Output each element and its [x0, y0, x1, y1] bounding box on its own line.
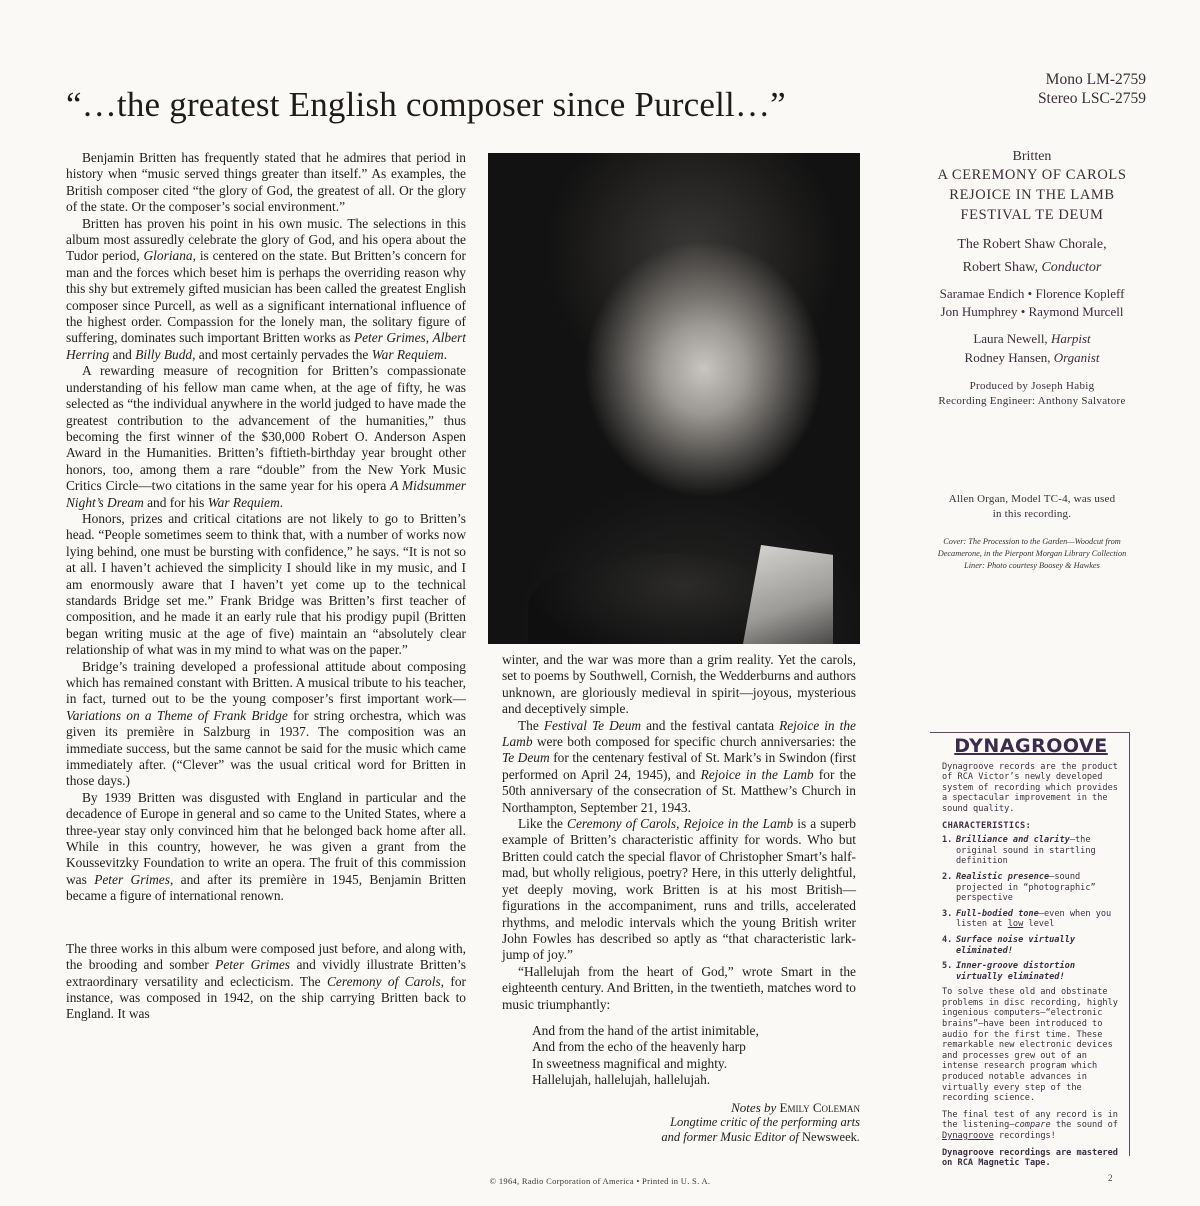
poem-line: In sweetness magnifical and mighty.	[532, 1055, 728, 1071]
headline: “…the greatest English composer since Purcell…”	[66, 85, 786, 124]
paragraph: The Festival Te Deum and the festival cantata Rejoice in the Lamb were both composed for specific church anniversaries: the Te Deum for the centenary festival of St. Mark’s in Swindon (first performed on April 24, 1945), and Rejoice in the Lamb for the 50th anniversary of the consecration of St. Matthew’s Church in Northampton, September 21, 1943.	[502, 717, 856, 815]
list-item: 2. Realistic presence—sound projected in “photographic” perspective	[942, 871, 1096, 904]
chorale-name: The Robert Shaw Chorale,	[957, 237, 1107, 252]
list-item: 4. Surface noise virtually eliminated!	[942, 934, 1075, 956]
production-credits: Produced by Joseph Habig Recording Engineer: Anthony Salvatore	[938, 380, 1126, 407]
soloists: Saramae Endich • Florence Kopleff Jon Humphrey • Raymond Murcell	[939, 286, 1125, 319]
composer-name: Britten	[1012, 149, 1052, 164]
list-item: 1. Brilliance and clarity—the original sound in startling definition	[942, 835, 1096, 867]
paragraph: winter, and the war was more than a grim reality. Yet the carols, set to poems by Southwell, Cornish, the Wedderburns and authors unknown, are gloriously medieval in spirit—joyous, mysterious and deceptively simple.	[502, 652, 856, 717]
dynagroove-footer: Dynagroove recordings are mastered on RCA Magnetic Tape.	[942, 1147, 1118, 1169]
paragraph: Britten has proven his point in his own music. The selections in this album most assuredly celebrate the glory of God, and his opera about the Tudor period, Gloriana, is centered on the state. But Britten’s concern for man and the forces which beset him is perhaps the overriding reason why this shy but extremely gifted musician has been called the greatest English composer since Purcell, as well as a significant international influence of the highest order. Compassion for the lonely man, the solitary figure of suffering, dominates such important Britten works as Peter Grimes, Albert Herring and Billy Budd, and most certainly pervades the War Requiem.	[66, 215, 466, 362]
mono-catalog-number: Mono LM-2759	[1045, 71, 1146, 88]
left-column-text	[66, 150, 466, 1023]
paragraph: “Hallelujah from the heart of God,” wrote Smart in the eighteenth century. And Britten, in the twentieth, matches word to music triumphantly:	[502, 963, 856, 1012]
dynagroove-paragraph: The final test of any record is in the listening—compare the sound of Dynagroove recordings!	[942, 1109, 1118, 1141]
paragraph: A rewarding measure of recognition for Britten’s compassionate understanding of his fellow man came when, at the age of fifty, he was selected as “the individual anywhere in the world judged to have made the greatest contribution to the advancement of the humanities,” thus becoming the first winner of the $30,000 Robert O. Anderson Aspen Award in the Humanities. Britten’s fiftieth-birthday year brought other honors, too, among them a rare “double” from the New York Music Critics Circle—two citations in the same year for his opera A Midsummer Night’s Dream and for his War Requiem.	[66, 363, 466, 510]
paragraph: Benjamin Britten has frequently stated that he admires that period in history when “music served things greater than itself.” As examples, the British composer cited “the glory of God, the greatest of all. Or the glory of the state. Or the composer’s social environment.”	[66, 150, 466, 215]
middle-column-text	[502, 652, 856, 1013]
organ-note: Allen Organ, Model TC-4, was used in this recording.	[948, 493, 1116, 520]
cover-credits: Cover: The Procession to the Garden—Woodcut from Decamerone, in the Pierpont Morgan Library Collection Liner: Photo courtesy Boosey & Hawkes	[937, 537, 1127, 570]
work-title: REJOICE IN THE LAMB	[949, 187, 1115, 203]
poem-line: Hallelujah, hallelujah, hallelujah.	[532, 1072, 711, 1088]
dynagroove-intro: Dynagroove records are the product of RCA Victor’s newly developed system of recording which provides a spectacular improvement in the sound quality.	[942, 761, 1118, 814]
composer-portrait-photo	[488, 153, 860, 644]
paragraph: Like the Ceremony of Carols, Rejoice in the Lamb is a superb example of Britten’s characteristic affinity for words. Who but Britten could catch the special flavor of Christopher Smart’s half-mad, but wholly religious, poetry? Here, in this utterly delightful, yet deeply moving, work Britten is at his most British—figurations in the accompaniment, runs and trills, accelerated rhythms, and melodic intervals which the young British writer John Fowles has described so aptly as “that characteristic lark-jump of joy.”	[502, 816, 856, 963]
list-item: 5. Inner-groove distortion virtually eliminated!	[942, 961, 1075, 982]
dynagroove-logo: DYNAGROOVE	[954, 735, 1108, 757]
catalog-numbers	[1000, 70, 1146, 108]
notes-attribution: Notes by Emily Coleman Longtime critic of the performing arts and former Music Editor of Newsweek.	[661, 1100, 860, 1144]
portrait-collar	[743, 545, 833, 644]
paragraph: Honors, prizes and critical citations are not likely to go to Britten’s head. “People sometimes seem to think that, with a number of works now lying behind, one must be bursting with confidence,” he says. “It is not so at all. I haven’t achieved the simplicity I should like in my music, and I am enormously aware that I haven’t yet come up to the technical standards Bridge set me.” Frank Bridge was Britten’s first teacher of composition, and he made it an early rule that his prodigy pupil (Britten began writing music at the age of five) maintain an “absolutely clear relationship of what was in my mind to what was on the paper.”	[66, 510, 466, 658]
dynagroove-paragraph: To solve these old and obstinate problems in disc recording, highly ingenious computers—“electronic brains”—have been introduced to audio for the first time. These remarkable new electronic devices and processes grew out of an intense research program which produced notable advances in virtually every step of the recording science.	[942, 987, 1118, 1104]
poem-line: And from the echo of the heavenly harp	[532, 1039, 746, 1055]
poem-line: And from the hand of the artist inimitable,	[532, 1023, 759, 1038]
list-item: 3. Full-bodied tone—even when you listen at low level	[942, 908, 1112, 930]
work-title: FESTIVAL TE DEUM	[960, 207, 1104, 223]
paragraph: Bridge’s training developed a professional attitude about composing which has remained constant with Britten. A musical tribute to his teacher, in fact, turned out to be the young composer’s first important work—Variations on a Theme of Frank Bridge for string orchestra, which was given its première in Salzburg in 1937. The composition was an immediate success, but the same cannot be said for the music which came immediately after. (“Clever” was the usual critical word for Britten in those days.)	[66, 658, 466, 789]
dynagroove-box	[930, 732, 1130, 1169]
poem-quote	[532, 1023, 852, 1089]
conductor-credit: Robert Shaw, Conductor	[962, 260, 1102, 275]
characteristics-heading: CHARACTERISTICS:	[942, 820, 1032, 831]
paragraph: By 1939 Britten was disgusted with England in particular and the decadence of Europe in general and so came to the United States, where a three-year stay only convinced him that he belonged back home after all. While in this country, however, he was given a grant from the Koussevitzky Foundation to write an opera. The fruit of this commission was Peter Grimes, and after its première in 1945, Benjamin Britten became a figure of international renown.	[66, 789, 466, 904]
page-number: 2	[1108, 1173, 1113, 1183]
copyright-line: © 1964, Radio Corporation of America • Printed in U. S. A.	[489, 1176, 711, 1186]
instrumentalists: Laura Newell, Harpist Rodney Hansen, Organist	[964, 331, 1100, 365]
notes-author: Emily Coleman	[779, 1100, 860, 1115]
work-title: A CEREMONY OF CAROLS	[937, 167, 1127, 183]
paragraph: The three works in this album were composed just before, and along with, the brooding and somber Peter Grimes and vividly illustrate Britten’s extraordinary versatility and eclecticism. The Ceremony of Carols, for instance, was composed in 1942, on the ship carrying Britten back to England. It was	[66, 940, 466, 1022]
stereo-catalog-number: Stereo LSC-2759	[1037, 90, 1146, 107]
album-credits	[905, 148, 1159, 572]
